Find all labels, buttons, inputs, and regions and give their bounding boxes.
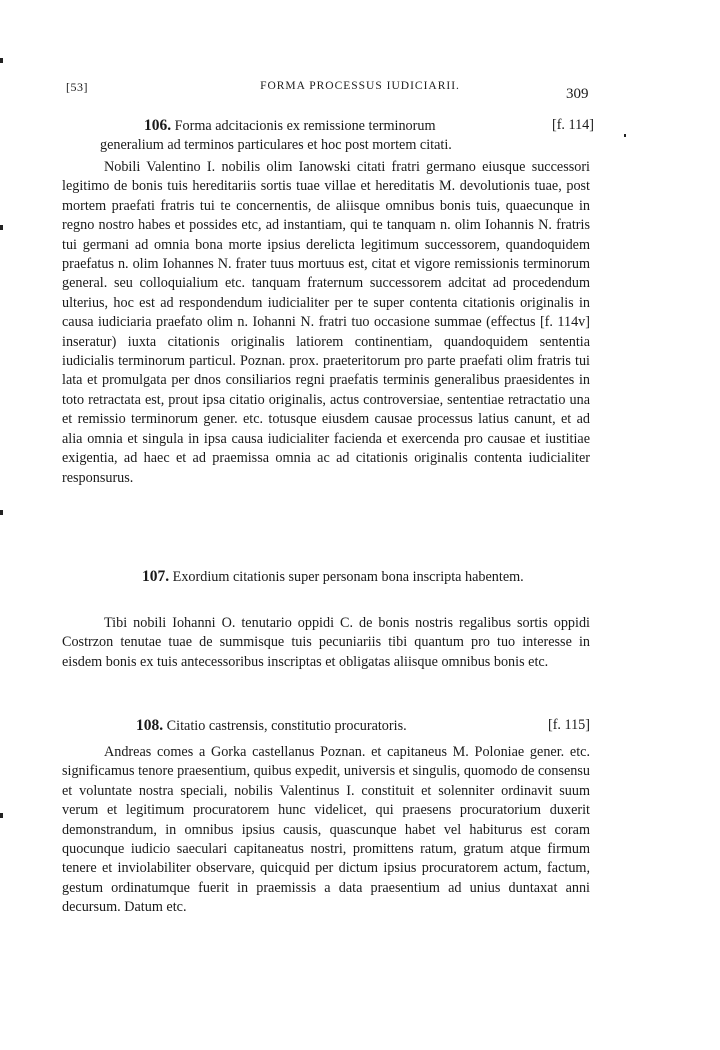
folio-ref: [f. 115] bbox=[547, 717, 590, 733]
page-number: 309 bbox=[566, 86, 589, 102]
section-title: Forma adcitacionis ex remissione terminorum bbox=[174, 118, 436, 134]
section-108-heading bbox=[62, 716, 590, 736]
section-number: 107. bbox=[142, 568, 170, 585]
section-body: Andreas comes a Gorka castellanus Poznan. et capitaneus M. Poloniae gener. etc. significamus tenore praesentium, quibus expedit, universis et singulis, quomodo de consensu et voluntate nostra speciali, nobilis Valentinus I. constituit et solenniter ordinavit suum verum et legitimum procuratorem hunc videlicet, qui praesens procuratorium duxerit demonstrandum, in omnibus ipsius causis, quascunque habet vel habiturus est coram quocunque iudicio saeculari capitaneatus nostri, promittens ratum, gratum atque firmum tenere et inviolabiliter observare, quicquid per dictum ipsius procuratorem actum, factum, gestum ordinatumque fuerit in praemissis a data praesentium ad unius duntaxat anni decursum. Datum etc. bbox=[62, 744, 590, 916]
section-107-body bbox=[62, 614, 590, 672]
section-body: Nobili Valentino I. nobilis olim Ianowski citati fratri germano eiusque successori legitimo de bonis tuis hereditariis sortis tuae villae et hereditatis M. devolutionis tuae, post mortem praefati fratris tui te concernentis, de aliisque omnibus bonis tuis, quaecunque in regno nostro habes et possides etc, ad instantiam, qui te tanquam n. olim Iohannis N. fratris tui germani ad omnia bona morte ipsius derelicta legitimum successorem, quandoquidem praefatus n. olim Iohannes N. frater tuus mortuus est, citat et vigore remissionis terminorum general. seu colloquialium etc. tanquam fraternum successorem adcitat ad procedendum ulterius, hoc est ad respondendum iudicialiter per te super contenta citationis originalis in causa iudiciaria praefato olim n. Iohanni N. fratri tuo occasione summae (effectus [f. 114v] inseratur) iuxta citationis originalis latiorem continentiam, quandoquidem sententia iudicialis terminorum particul. Poznan. prox. praeteritorum pro parte praefati olim fratris tui lata et promulgata per dnos consiliarios regni praefatis terminis generalibus praesidentes in toto retractata est, prout ipsa citatio originalis, actus controversiae, sententiae retractatio una et remissio terminorum gener. etc. totusque eiusdem causae processus latius canunt, et ad alia omnia et singula in ipsa causa iudicialiter facienda et exercenda pro causae et iustitiae exigentia, ad haec et ad praemissa omnia ac ad citationis originalis contenta iudicialiter responsurus. bbox=[62, 159, 590, 486]
section-number: 106. bbox=[144, 117, 172, 134]
header-running-title: FORMA PROCESSUS IUDICIARII. bbox=[260, 80, 460, 92]
scan-mark bbox=[624, 134, 626, 137]
folio-ref: [f. 114] bbox=[551, 117, 594, 133]
section-number: 108. bbox=[136, 717, 164, 734]
section-title: Citatio castrensis, constitutio procuratoris. bbox=[166, 718, 407, 734]
section-body: Tibi nobili Iohanni O. tenutario oppidi C. de bonis nostris regalibus sortis oppidi Costrzon tenutae tuae de summisque tuis pecuniariis tibi quantum pro tuo interesse in eisdem bonis ex tuis antecessoribus inscriptas et obligatas aliisque omnibus bonis etc. bbox=[62, 615, 590, 670]
scan-mark bbox=[0, 225, 3, 230]
section-106-heading bbox=[100, 116, 594, 156]
scan-mark bbox=[0, 510, 3, 515]
section-107-heading bbox=[62, 567, 590, 587]
scan-mark bbox=[0, 58, 3, 63]
section-title-cont: generalium ad terminos particulares et hoc post mortem citati. bbox=[100, 137, 452, 154]
section-title: Exordium citationis super personam bona inscripta habentem. bbox=[172, 569, 524, 585]
section-106-body bbox=[62, 158, 590, 488]
scan-mark bbox=[0, 813, 3, 818]
section-108-body bbox=[62, 743, 590, 918]
header-chapter-ref: [53] bbox=[66, 80, 88, 94]
